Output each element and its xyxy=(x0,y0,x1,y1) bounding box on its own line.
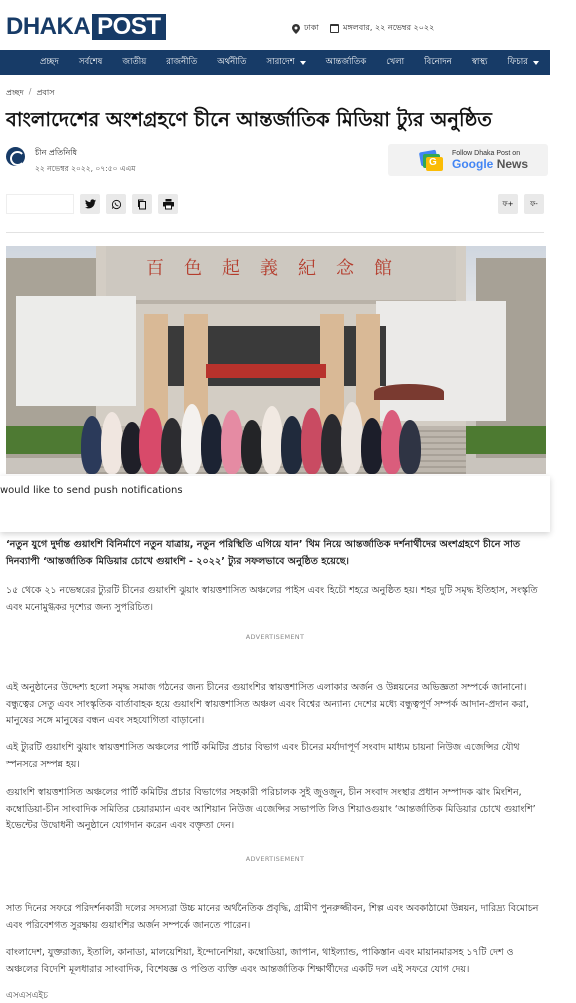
building-sign: 百色起義紀念館 xyxy=(146,258,412,279)
main-nav xyxy=(0,50,567,75)
nav-label: অর্থনীতি xyxy=(217,57,247,67)
nav-item-latest[interactable] xyxy=(69,50,112,75)
font-decrease-button[interactable]: ফ- xyxy=(524,194,544,214)
location-pin-icon xyxy=(292,24,300,34)
article-paragraph: গুয়াংশি স্বায়ত্তশাসিত অঞ্চলের পার্টি কমিটির প্রচার বিভাগের সহকারী পরিচালক সুই জুওজুন, চীন সংবাদ সংস্থার প্রধান সম্পাদক ঝাং মিংশিন, কম্বোডিয়া-চীন সাংবাদিক সমিতির চেয়ারম্যান এবং আশিয়ান নিউজ এজেন্সির সভাপতি লিও শিয়াওগুয়াং ‘আন্তর্জাতিক মিডিয়ার চোখে গুয়াংশি’ ইভেন্টের উদ্বোধনী অনুষ্ঠানে যোগদান করেন এবং বক্তৃতা দেন। xyxy=(6,787,536,831)
article-title: বাংলাদেশের অংশগ্রহণে চীনে আন্তর্জাতিক মিডিয়া ট্যুর অনুষ্ঠিত xyxy=(6,108,492,131)
date-display xyxy=(330,22,434,35)
article-paragraph: সাত দিনের সফরে পরিদর্শনকারী দলের সদস্যরা উচ্চ মানের অর্থনৈতিক প্রবৃদ্ধি, গ্রামীণ পুনরুজ্জীবন, শিল্প এবং অবকাঠামো উন্নয়ন, দারিদ্র্য বিমোচন এবং পরিবেশগত সুরক্ষায় গুয়াংশির অর্জন সম্পর্কে জানতে পারেন। xyxy=(6,903,539,931)
google-news-icon: G xyxy=(418,149,444,171)
nav-label: স্বাস্থ্য xyxy=(471,57,488,67)
nav-item-feature[interactable] xyxy=(497,50,548,75)
logo-dhaka: DHAKA xyxy=(6,13,91,40)
article-photo xyxy=(6,246,546,474)
copy-link-button[interactable] xyxy=(132,194,152,214)
article-lead: ‘নতুন যুগে দুর্দান্ত গুয়াংশি বিনির্মাণে নতুন যাত্রায়, নতুন পরিস্থিতি এগিয়ে যান’ থিম নিয়ে আন্তর্জাতিক দর্শনার্থীদের অংশগ্রহণে চীনে সাত দিনব্যাপী ‘আন্তর্জাতিক মিডিয়ার চোখে গুয়াংশি - ২০২২’ ট্যুর সফলভাবে অনুষ্ঠিত হয়েছে। xyxy=(6,539,521,567)
nav-item-entertainment[interactable] xyxy=(414,50,462,75)
nav-item-international[interactable] xyxy=(316,50,377,75)
nav-label: খেলা xyxy=(386,57,405,67)
article-paragraph: বাংলাদেশ, যুক্তরাজ্য, ইতালি, কানাডা, মালয়েশিয়া, ইন্দোনেশিয়া, কম্বোডিয়া, জাপান, থাইল্যান্ড, পাকিস্তান এবং মায়ানমারসহ ১৭টি দেশ ও অঞ্চলের বিদেশি মূলধারার সাংবাদিক, বিশেষজ্ঞ ও পণ্ডিত ব্যক্তি এবং আন্তর্জাতিক শিক্ষার্থীদের একটি দল এই সফরে যোগ দেয়। xyxy=(6,947,514,975)
article-paragraph: ১৫ থেকে ২১ নভেম্বরের ট্যুরটি চীনের গুয়াংশি ঝুয়াং স্বায়ত্তশাসিত অঞ্চলের পাইস এবং হিচৌ শহরে অনুষ্ঠিত হয়। শহর দুটি সমৃদ্ধ ইতিহাস, সংস্কৃতি এবং মনোমুগ্ধকর দৃশ্যের জন্য সুপরিচিত। xyxy=(6,585,538,613)
nav-label: সারাদেশ xyxy=(266,57,295,67)
breadcrumb-home[interactable]: প্রচ্ছদ xyxy=(6,88,24,97)
advertisement-label: ADVERTISEMENT xyxy=(245,633,305,641)
publish-time: ২২ নভেম্বর ২০২২, ০৭:৫০ এএম xyxy=(35,164,136,173)
author-block xyxy=(6,147,135,176)
breadcrumb-separator: / xyxy=(28,87,32,96)
chevron-down-icon xyxy=(533,61,539,65)
font-size-controls xyxy=(498,194,544,214)
group-of-people xyxy=(81,394,421,474)
nav-item-country[interactable] xyxy=(256,50,315,75)
nav-label: শি xyxy=(558,57,567,67)
nav-label: আন্তর্জাতিক xyxy=(325,57,367,67)
nav-label: রাজনীতি xyxy=(166,57,198,67)
article-paragraph: এই অনুষ্ঠানের উদ্দেশ্য হলো সমৃদ্ধ সমাজ গঠনের জন্য চীনের গুয়াংশির স্বায়ত্তশাসিত এলাকার অর্জন ও উন্নয়নের অভিজ্ঞতা সম্পর্কে জানানো। বন্ধুত্বের সেতু এবং সাংস্কৃতিক বার্তাবাহক হয়ে গুয়াংশি স্বায়ত্তশাসিত অঞ্চল এবং বিশ্বের অন্যান্য দেশের মধ্যে বন্ধুত্বপূর্ণ সম্পর্ক আদান-প্রদান করা, মানুষের সঙ্গে মানুষের বন্ধন এবং সহযোগিতা বাড়ানো। xyxy=(6,682,529,726)
date-text: মঙ্গলবার, ২২ নভেম্বর ২০২২ xyxy=(343,23,435,32)
print-button[interactable] xyxy=(158,194,178,214)
article-signature: এসএসএইচ xyxy=(6,991,48,1001)
logo-post: POST xyxy=(92,14,165,40)
news-word: News xyxy=(496,156,529,171)
copy-icon xyxy=(137,199,147,210)
google-word: Google xyxy=(452,156,494,171)
nav-label: প্রচ্ছদ xyxy=(40,57,59,67)
font-increase-button[interactable]: ফ+ xyxy=(498,194,518,214)
push-notification-prompt[interactable] xyxy=(0,476,550,532)
nav-item-more[interactable] xyxy=(549,50,576,75)
twitter-share-button[interactable] xyxy=(80,194,100,214)
share-count-box xyxy=(6,194,74,214)
google-news-caption: Follow Dhaka Post on xyxy=(452,149,521,157)
author-avatar xyxy=(6,147,25,166)
nav-item-health[interactable] xyxy=(462,50,498,75)
calendar-icon xyxy=(330,24,339,33)
print-icon xyxy=(163,199,174,209)
site-header xyxy=(0,0,550,52)
nav-label: সর্বশেষ xyxy=(78,57,103,67)
advertisement-label: ADVERTISEMENT xyxy=(245,855,305,863)
article-paragraph: এই ট্যুরটি গুয়াংশি ঝুয়াং স্বায়ত্তশাসিত অঞ্চলের পার্টি কমিটির প্রচার বিভাগ এবং চীনের মর্যাদাপূর্ণ সংবাদ মাধ্যম চায়না নিউজ এজেন্সির যৌথ স্পনসরে সম্পন্ন হয়। xyxy=(6,742,520,770)
chevron-down-icon xyxy=(300,61,306,65)
twitter-icon xyxy=(85,199,96,209)
nav-item-politics[interactable] xyxy=(156,50,207,75)
nav-item-national[interactable] xyxy=(112,50,156,75)
author-name[interactable]: চীন প্রতিনিধি xyxy=(35,148,78,157)
nav-item-economy[interactable] xyxy=(207,50,256,75)
location-display xyxy=(292,22,319,35)
location-text: ঢাকা xyxy=(304,23,319,32)
nav-item-home[interactable] xyxy=(0,50,69,75)
whatsapp-icon xyxy=(111,199,122,210)
whatsapp-share-button[interactable] xyxy=(106,194,126,214)
nav-item-sports[interactable] xyxy=(376,50,414,75)
nav-label: বিনোদন xyxy=(424,57,452,67)
google-news-follow-button[interactable] xyxy=(388,144,548,176)
divider xyxy=(6,232,544,233)
breadcrumb xyxy=(6,87,54,100)
site-logo[interactable] xyxy=(6,14,166,40)
push-prompt-text: would like to send push notifications xyxy=(0,485,183,496)
nav-label: ফিচার xyxy=(507,57,528,67)
share-bar xyxy=(6,194,178,214)
breadcrumb-section[interactable]: প্রবাস xyxy=(36,88,55,97)
nav-label: জাতীয় xyxy=(122,57,147,67)
